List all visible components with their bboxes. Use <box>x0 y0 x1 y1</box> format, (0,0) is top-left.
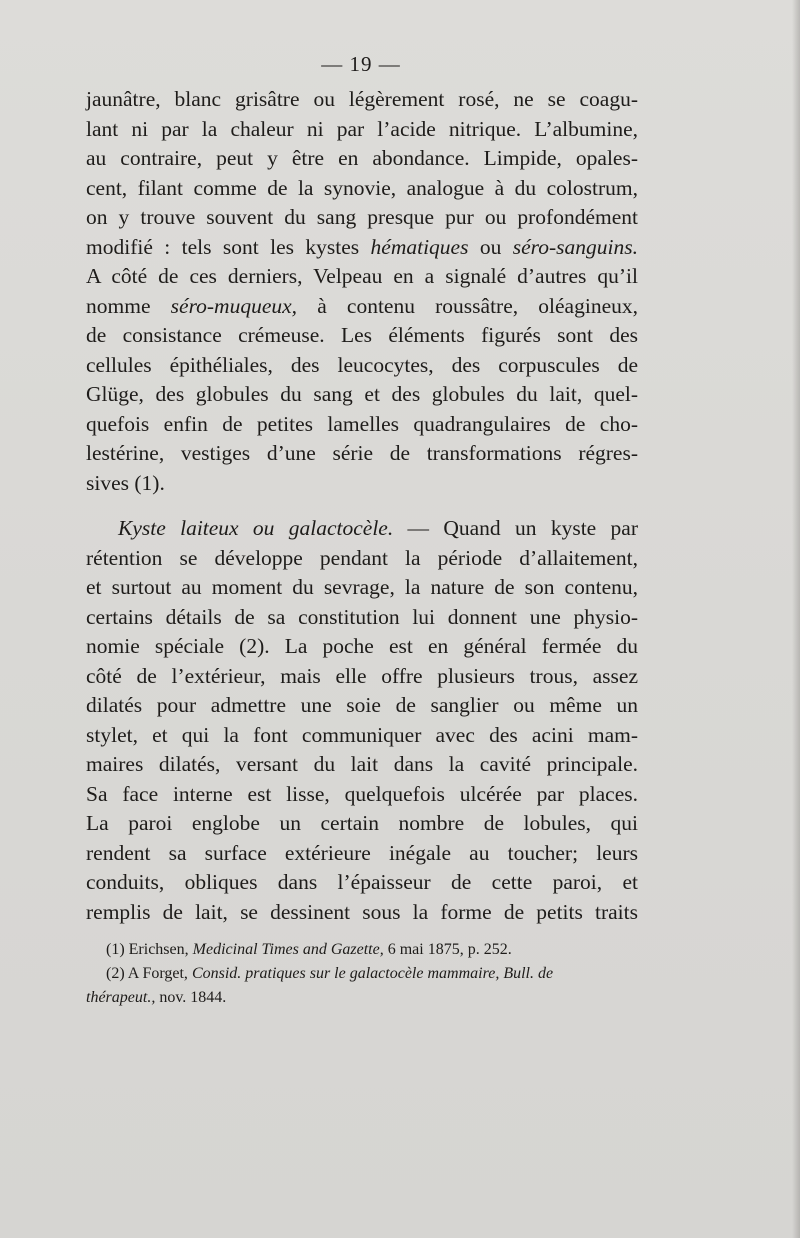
text-line: quefois enfin de petites lamelles quadrangulaires de cho- <box>86 411 638 436</box>
text-line: cent, filant comme de la synovie, analogue à du colostrum, <box>86 175 638 200</box>
text-line: jaunâtre, blanc grisâtre ou légèrement rosé, ne se coagu- <box>86 87 638 111</box>
footnote-2 <box>86 962 638 986</box>
text-line-mixed <box>86 233 638 263</box>
text-line-mixed <box>86 292 638 322</box>
text-line: et surtout au moment du sevrage, la nature de son contenu, <box>86 575 638 599</box>
text-line: remplis de lait, se dessinent sous la forme de petits traits <box>86 899 638 924</box>
paragraph-2 <box>86 514 638 927</box>
page-edge-shadow <box>792 0 800 1238</box>
text-line: sives (1). <box>86 470 165 495</box>
text-line: au contraire, peut y être en abondance. Limpide, opales- <box>86 146 638 170</box>
text-line: cellules épithéliales, des leucocytes, des corpuscules de <box>86 352 638 377</box>
footnote-1 <box>86 938 638 962</box>
footnote-citation: Consid. pratiques sur le galactocèle mammaire, Bull. de <box>191 965 554 982</box>
text-segment: — Quand un kyste par <box>393 516 638 540</box>
text-line: rendent sa surface extérieure inégale au toucher; leurs <box>86 840 638 865</box>
section-heading: Kyste laiteux ou galactocèle. <box>118 516 394 540</box>
text-line: nomie spéciale (2). La poche est en général fermée du <box>86 634 638 658</box>
page-number: — 19 — <box>321 52 401 76</box>
italic-term: séro-muqueux, <box>170 293 298 318</box>
text-line: de consistance crémeuse. Les éléments figurés sont des <box>86 323 638 347</box>
text-line: on y trouve souvent du sang presque pur ou profondément <box>86 205 638 229</box>
text-line: certains détails de sa constitution lui donnent une physio- <box>86 604 638 629</box>
italic-term: hématiques <box>370 234 469 259</box>
footnote-text: nov. 1844. <box>155 989 227 1006</box>
text-line: rétention se développe pendant la période d’allaitement, <box>86 545 638 570</box>
text-line: Glüge, des globules du sang et des globules du lait, quel- <box>86 382 638 406</box>
text-line: A côté de ces derniers, Velpeau en a signalé d’autres qu’il <box>86 264 638 288</box>
text-line: dilatés pour admettre une soie de sanglier ou même un <box>86 693 638 717</box>
text-line: lestérine, vestiges d’une série de transformations régres- <box>86 441 638 465</box>
footnote-citation: Medicinal Times and Gazette, <box>192 941 384 958</box>
italic-term: séro-sanguins. <box>512 234 638 259</box>
text-segment: ou <box>468 234 513 259</box>
text-segment: modifié : tels sont les kystes <box>86 234 371 259</box>
text-segment: nomme <box>86 293 171 318</box>
text-segment: à contenu roussâtre, oléagineux, <box>297 293 638 318</box>
footnote-citation: thérapeut., <box>86 989 156 1006</box>
text-line: Sa face interne est lisse, quelquefois ulcérée par places. <box>86 781 638 806</box>
footnote-text: 6 mai 1875, p. 252. <box>383 941 512 958</box>
text-line: stylet, et qui la font communiquer avec des acini mam- <box>86 722 638 747</box>
section-heading-line <box>86 514 638 544</box>
footnote-text: (1) Erichsen, <box>106 941 193 958</box>
paragraph-1 <box>86 85 638 498</box>
text-line: maires dilatés, versant du lait dans la cavité principale. <box>86 752 638 776</box>
footnote-text: (2) A Forget, <box>106 965 192 982</box>
text-line: lant ni par la chaleur ni par l’acide nitrique. L’albumine, <box>86 116 638 141</box>
footnote-2-continued <box>86 986 638 1010</box>
text-line: La paroi englobe un certain nombre de lobules, qui <box>86 811 638 835</box>
text-line: côté de l’extérieur, mais elle offre plusieurs trous, assez <box>86 663 638 688</box>
footnotes <box>86 938 638 1010</box>
text-line: conduits, obliques dans l’épaisseur de cette paroi, et <box>86 870 638 894</box>
